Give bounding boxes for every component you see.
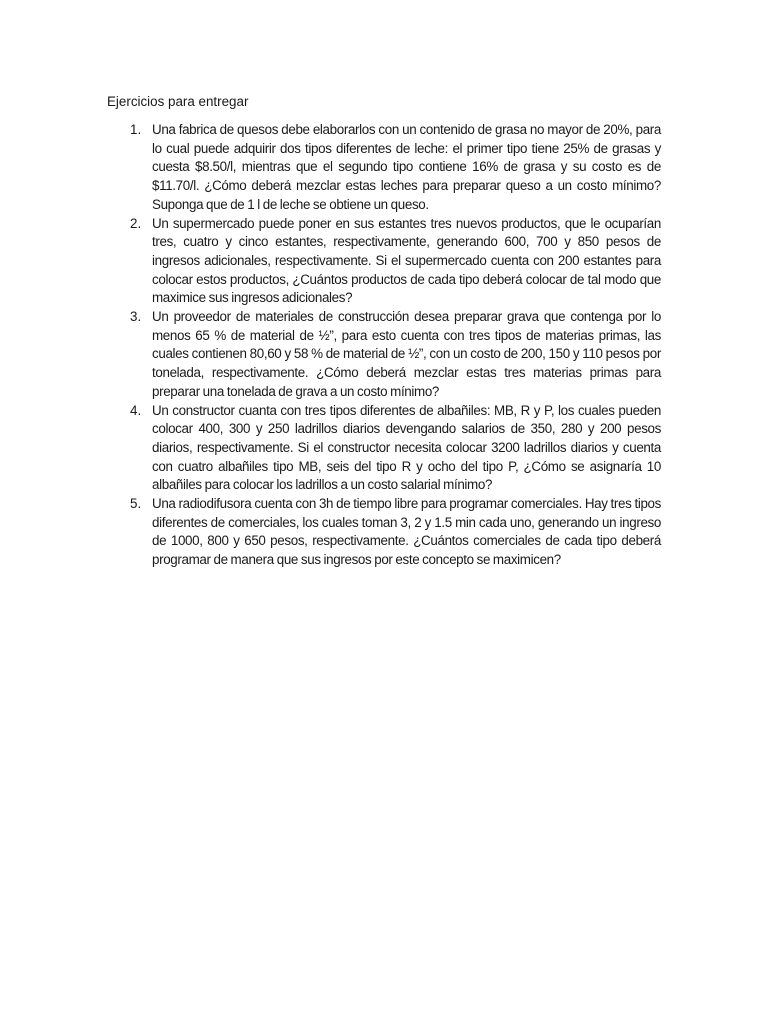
exercise-number: 1. <box>130 122 142 137</box>
exercise-text: Un constructor cuanta con tres tipos diferentes de albañiles: MB, R y P, los cuales pueden colocar 400, 300 y 250 ladrillos diarios devengando salarios de 350, 280 y 200 pesos diarios, respectivamente. Si el constructor necesita colocar 3200 ladrillos diarios y cuenta con cuatro albañiles tipo MB, seis del tipo R y ocho del tipo P, ¿Cómo se asignaría 10 albañiles para colocar los ladrillos a un costo salarial mínimo? <box>152 402 661 493</box>
exercise-number: 4. <box>130 402 142 418</box>
exercise-item-3 <box>107 308 661 402</box>
exercise-list <box>107 121 661 570</box>
exercise-text: Un proveedor de materiales de construcción desea preparar grava que contenga por lo menos 65 % de material de ½”, para esto cuenta con tres tipos de materias primas, las cuales contienen 80,60 y 58 % de material de ½”, con un costo de 200, 150 y 110 pesos por tonelada, respectivamente. ¿Cómo deberá mezclar estas tres materias primas para preparar una tonelada de grava a un costo mínimo? <box>152 309 661 399</box>
exercise-item-4 <box>107 402 661 496</box>
exercise-text: Una fabrica de quesos debe elaborarlos con un contenido de grasa no mayor de 20%, para lo cual puede adquirir dos tipos diferentes de leche: el primer tipo tiene 25% de grasas y cuesta $8.50/l, mientras que el segundo tipo contiene 16% de grasa y su costo es de $11.70/l. ¿Cómo deberá mezclar estas leches para preparar queso a un costo mínimo? Suponga que de 1 l de leche se obtiene un queso. <box>152 122 661 212</box>
exercise-number: 2. <box>130 215 142 231</box>
exercise-text: Un supermercado puede poner en sus estantes tres nuevos productos, que le ocuparían tres, cuatro y cinco estantes, respectivamente, generando 600, 700 y 850 pesos de ingresos adicionales, respectivamente. Si el supermercado cuenta con 200 estantes para colocar estos productos, ¿Cuántos productos de cada tipo deberá colocar de tal modo que maximice sus ingresos adicionales? <box>152 215 661 306</box>
exercise-item-1 <box>107 121 661 215</box>
document-title: Ejercicios para entregar <box>107 94 249 109</box>
exercise-text: Una radiodifusora cuenta con 3h de tiempo libre para programar comerciales. Hay tres tipos diferentes de comerciales, los cuales toman 3, 2 y 1.5 min cada uno, generando un ingreso de 1000, 800 y 650 pesos, respectivamente. ¿Cuántos comerciales de cada tipo deberá programar de manera que sus ingresos por este concepto se maximicen? <box>152 496 661 568</box>
exercise-number: 5. <box>130 496 142 512</box>
exercise-number: 3. <box>130 309 142 325</box>
exercise-item-5 <box>107 495 661 570</box>
exercise-item-2 <box>107 215 661 309</box>
